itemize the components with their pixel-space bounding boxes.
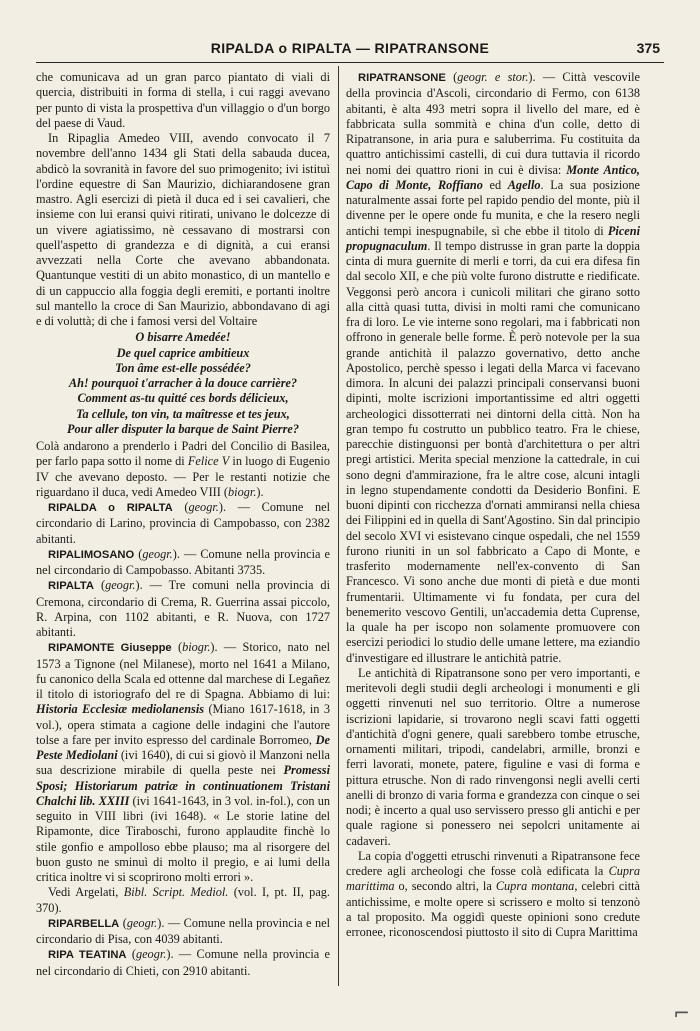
paragraph: La copia d'oggetti etruschi rinvenuti a Ripatransone fece credere agli archeologi che fosse colà edificata la Cupra marittima o, secondo altri, la Cupra montana, celebri città antichissime, e molte opere si scrissero e molto si tenzonò a tal proposito. Ma oggidì queste opinioni sono credute erronee, riconoscendosi piuttosto il sito di Cupra Marittima <box>346 848 641 939</box>
page-number: 375 <box>636 40 660 56</box>
column-divider <box>338 66 339 986</box>
page-header <box>40 40 660 62</box>
entry-headword: RIPARBELLA <box>48 917 120 930</box>
verse-line: Ton âme est-elle possédée? <box>115 360 251 375</box>
verse-line: Pour aller disputer la barque de Saint Pierre? <box>67 421 299 436</box>
left-column <box>36 70 330 979</box>
paragraph: Le antichità di Ripatransone sono per vero importanti, e meritevoli degli studii degli archeologi i monumenti e gli oggetti rinvenuti nel suo territorio. Oltre a numerose iscrizioni lapidarie, si trovarono negli scavi fatti oggetti d'antichità d'ogni genere, quali sarebbero tombe etrusche, ornamenti militari, tripodi, candelabri, armille, bronzi e ferri lavorati, monete, patere, figuline e vasi di forma e pittura etrusche. Non di rado rinvengonsi negli avelli certi anelli di bronzo di varia forma e grandezza con cinque o sei nodi; è incerto a qual uso servissero presso gli antichi e per quale ragione si ponessero nei sepolcri unitamente ai cadaveri. <box>346 665 640 848</box>
paragraph: che comunicava ad un gran parco piantato di viali di quercia, distribuiti in forma di stella, i cui raggi avevano per punto di vista la prospettiva d'un villaggio o d'un borgo del paese di Vaud. <box>36 70 330 130</box>
entry-ripatransone: RIPATRANSONE (geogr. e stor.). — Città vescovile della provincia d'Ascoli, circondario di Fermo, con 6138 abitanti, è alta 493 metri sopra il livello del mare, ed è fabbricata sulla sommità e china d'un colle, detto di Ripatransone, in aria pura e saluberrima. Fu costituita da quattro antichissimi castelli, di cui dura tuttavia il ricordo nei nomi dei quattro rioni in cui è divisa: Monte Antico, Capo di Monte, Roffiano ed Agello. La sua posizione naturalmente assai forte pel rapido pendio del monte, più il divenne per le opere onde fu munita, e che la resero negli antichi tempi inespugnabile, sì che ebbe il titolo di Piceni propugnaculum. Il tempo distrusse in gran parte la doppia cinta di mura guernite di merli e torri, da cui era difesa fin dal secolo XII, e che più volte furono distrutte e riedificate. Veggonsi però ancora i cunicoli militari che girano sotto alla città quasi tutta, divisi in molti rami che comunicano fra di loro. Le vie interne sono regolari, ma i fabbricati non offrono in generale belle forme. È però notevole per la sua grande antichità il palazzo governativo, detto anche Apostolico, perchè spesso i legati della Marca vi facevano dimora. In alcuni dei palazzi principali conservansi buoni dipinti, molte iscrizioni importantissime ed altri oggetti archeologici dissotterrati nei dintorni della città. Non ha gran tempo fu costrutto un pubblico teatro. Fra le chiese, parecchie distinguonsi per bontà d'architettura o per altri pregi artistici. Merita special menzione la cattedrale, in cui sono degni d'ammirazione, fra le altre cose, alcuni intagli in legno stupendamente condotti da Desiderio Bonfini. E buoni dipinti con ricchezza d'ornati ammiransi nella chiesa dei Filippini ed in quella di Sant'Agostino. Sin dal principio del secolo XVI vi esistevano cinque ospedali, che nel 1559 furono riuniti in un sol fabbricato a Capo di Monte, e trasferito modernamente nell'ex-convento di San Francesco. Vi sono anche due monti di pietà e due monti frumentarii. Ultimamente vi fu fondata, per cura del benemerito vescovo Gentili, un'accademia detta Cuprense, la quale ha per iscopo non solamente promuovere con esercizi periodici lo studio delle umane lettere, ma eziandio d'investigare ed illustrare le antichità patrie. <box>346 70 641 665</box>
verse-line: De quel caprice ambitieux <box>116 345 250 360</box>
right-column <box>346 70 640 940</box>
entry-ripa-teatina: RIPA TEATINA (geogr.). — Comune nella provincia e nel circondario di Chieti, con 2910 abitanti. <box>36 947 330 978</box>
verse-quote <box>36 330 330 437</box>
see-also: Vedi Argelati, Bibl. Script. Mediol. (vol. I, pt. II, pag. 370). <box>36 885 330 915</box>
header-rule <box>36 62 664 63</box>
running-title: RIPALDA o RIPALTA — RIPATRANSONE <box>210 40 490 56</box>
paragraph: Colà andarono a prenderlo i Padri del Concilio di Basilea, per farlo papa sotto il nome di Felice V in luogo di Eugenio IV che avevano deposto. — Per le restanti notizie che riguardano il duca, vedi Amedeo VIII (biogr.). <box>36 439 330 499</box>
entry-headword: RIPAMONTE Giuseppe <box>48 642 172 655</box>
verse-line: O bisarre Amedée! <box>135 330 231 345</box>
entry-headword: RIPALIMOSANO <box>48 548 135 561</box>
entry-riparbella: RIPARBELLA (geogr.). — Comune nella provincia e nel circondario di Pisa, con 4039 abitanti. <box>36 915 330 946</box>
page-corner-mark: ⌐ <box>673 1001 690 1025</box>
entry-ripalda: RIPALDA o RIPALTA (geogr.). — Comune nel circondario di Larino, provincia di Campobasso, con 2382 abitanti. <box>36 500 330 546</box>
entry-headword: RIPALDA o RIPALTA <box>48 502 173 514</box>
entry-ripamonte: RIPAMONTE Giuseppe (biogr.). — Storico, nato nel 1573 a Tignone (nel Milanese), morto nel 1641 a Milano, fu canonico della Scala ed ottenne dal marchese di Legañez il titolo di istoriografo del re di Spagna. Abbiamo di lui: Historia Ecclesiæ mediolanensis (Miano 1617-1618, in 3 vol.), opera stimata a cagione delle indagini che l'autore tolse a fare per invito espresso del cardinale Borromeo, De Peste Mediolani (ivi 1640), di cui si giovò il Manzoni nella sua descrizione mirabile di quella peste nei Promessi Sposi; Historiarum patriæ in continuationem Tristani Chalchi lib. XXIII (ivi 1641-1643, in 3 vol. in-fol.), con un seguito in VIII libri (ivi 1648). « Le storie latine del Ripamonte, dice Tiraboschi, furono applaudite finchè lo stile gonfio e ampolloso ebbe plauso; ma al risorgere del buon gusto ne sminuì di molto il pregio, e ai lumi della critica inoltre vi si scoprirono molti errori ». <box>36 640 331 884</box>
entry-ripalta: RIPALTA (geogr.). — Tre comuni nella provincia di Cremona, circondario di Crema, R. Guerrina assai piccolo, R. Arpina, con 1102 abitanti, e R. Nuova, con 1727 abitanti. <box>36 578 330 639</box>
entry-headword: RIPA TEATINA <box>48 949 127 962</box>
paragraph: In Ripaglia Amedeo VIII, avendo convocato il 7 novembre dell'anno 1434 gli Stati della sabauda ducea, abdicò la sovranità in favore del suo primogenito; ivi istituì l'ordine equestre di San Maurizio, dichiarandosene gran mastro. Agli esercizi di pietà il duca ed i sei cavalieri, che insieme con lui eransi quivi ritirati, univano le dolcezze di un vivere agiatissimo, nè cessavano di mostrarsi con quell'aspetto di grandezza e di dignità, a cui eransi avvezzati nella Corte che avevano abbandonata. Quantunque vestiti di un abito monastico, di un mantello e di un cappuccio alla foggia degli eremiti, e portanti inoltre sul mantello la croce di San Maurizio, abbondavano di agi e di voluttà; di che i famosi versi del Voltaire <box>36 131 330 328</box>
entry-headword: RIPALTA <box>48 580 94 593</box>
verse-line: Comment as-tu quitté ces bords délicieux, <box>77 391 289 406</box>
entry-headword: RIPATRANSONE <box>358 72 446 84</box>
verse-line: Ah! pourquoi t'arracher à la douce carrière? <box>68 376 298 390</box>
verse-line: Ta cellule, ton vin, ta maîtresse et tes jeux, <box>76 406 290 421</box>
entry-ripalimosano: RIPALIMOSANO (geogr.). — Comune nella provincia e nel circondario di Campobasso. Abitanti 3735. <box>36 546 330 577</box>
